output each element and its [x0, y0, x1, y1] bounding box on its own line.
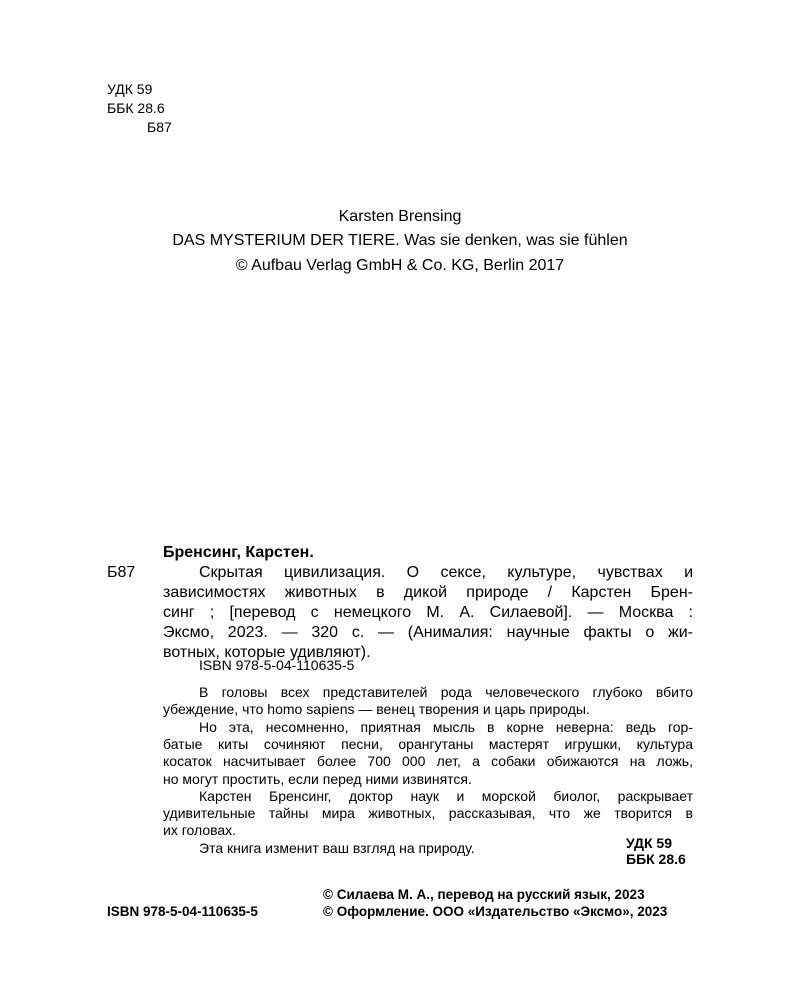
- copyright-translation: © Силаева М. А., перевод на русский язык, 2023: [323, 887, 645, 902]
- annotation-line: В головы всех представителей рода человеческого глубоко вбито: [199, 684, 693, 700]
- catalog-code: Б87: [107, 564, 136, 581]
- catalog-isbn: ISBN 978-5-04-110635-5: [199, 657, 355, 673]
- original-title: DAS MYSTERIUM DER TIERE. Was sie denken, was sie fühlen: [172, 232, 628, 249]
- annotation-line: косаток насчитывает более 700 000 лет, а собаки обижаются на ложь,: [163, 753, 693, 770]
- top-bbk: ББК 28.6: [107, 100, 165, 116]
- annotation-line: их головах.: [163, 822, 237, 839]
- annotation-line: убеждение, что homo sapiens — венец творения и царь природы.: [163, 701, 590, 718]
- catalog-description-line: Скрытая цивилизация. О сексе, культуре, чувствах и: [199, 564, 693, 581]
- original-copyright: © Aufbau Verlag GmbH & Co. KG, Berlin 2017: [235, 257, 565, 274]
- top-author-code: Б87: [147, 119, 172, 135]
- catalog-description-line: зависимостях животных в дикой природе / Карстен Брен-: [163, 584, 693, 601]
- annotation-line: Карстен Бренсинг, доктор наук и морской биолог, раскрывает: [199, 787, 693, 804]
- catalog-description-line: вотных, которые удивляют).: [163, 644, 371, 661]
- bottom-udk: УДК 59: [626, 835, 672, 851]
- catalog-author-heading: Бренсинг, Карстен.: [163, 544, 314, 561]
- bottom-bbk: ББК 28.6: [626, 851, 686, 867]
- annotation-line: удивительные тайны мира животных, рассказывая, что же творится в: [163, 805, 693, 822]
- annotation-line: Но эта, несомненно, приятная мысль в корне неверна: ведь гор-: [199, 718, 693, 735]
- top-udk: УДК 59: [107, 81, 153, 97]
- annotation-line: Эта книга изменит ваш взгляд на природу.: [199, 839, 475, 856]
- catalog-description-line: синг ; [перевод с немецкого М. А. Силаевой]. — Москва :: [163, 604, 693, 621]
- catalog-description-line: Эксмо, 2023. — 320 с. — (Анималия: научные факты о жи-: [163, 624, 693, 641]
- copyright-design: © Оформление. ООО «Издательство «Эксмо», 2023: [323, 904, 668, 919]
- annotation-line: но могут простить, если перед ними извинятся.: [163, 770, 472, 787]
- original-author: Karsten Brensing: [338, 208, 462, 225]
- annotation-line: батые киты сочиняют песни, орангутаны мастерят игрушки, культура: [163, 735, 693, 752]
- footer-isbn: ISBN 978-5-04-110635-5: [107, 904, 258, 919]
